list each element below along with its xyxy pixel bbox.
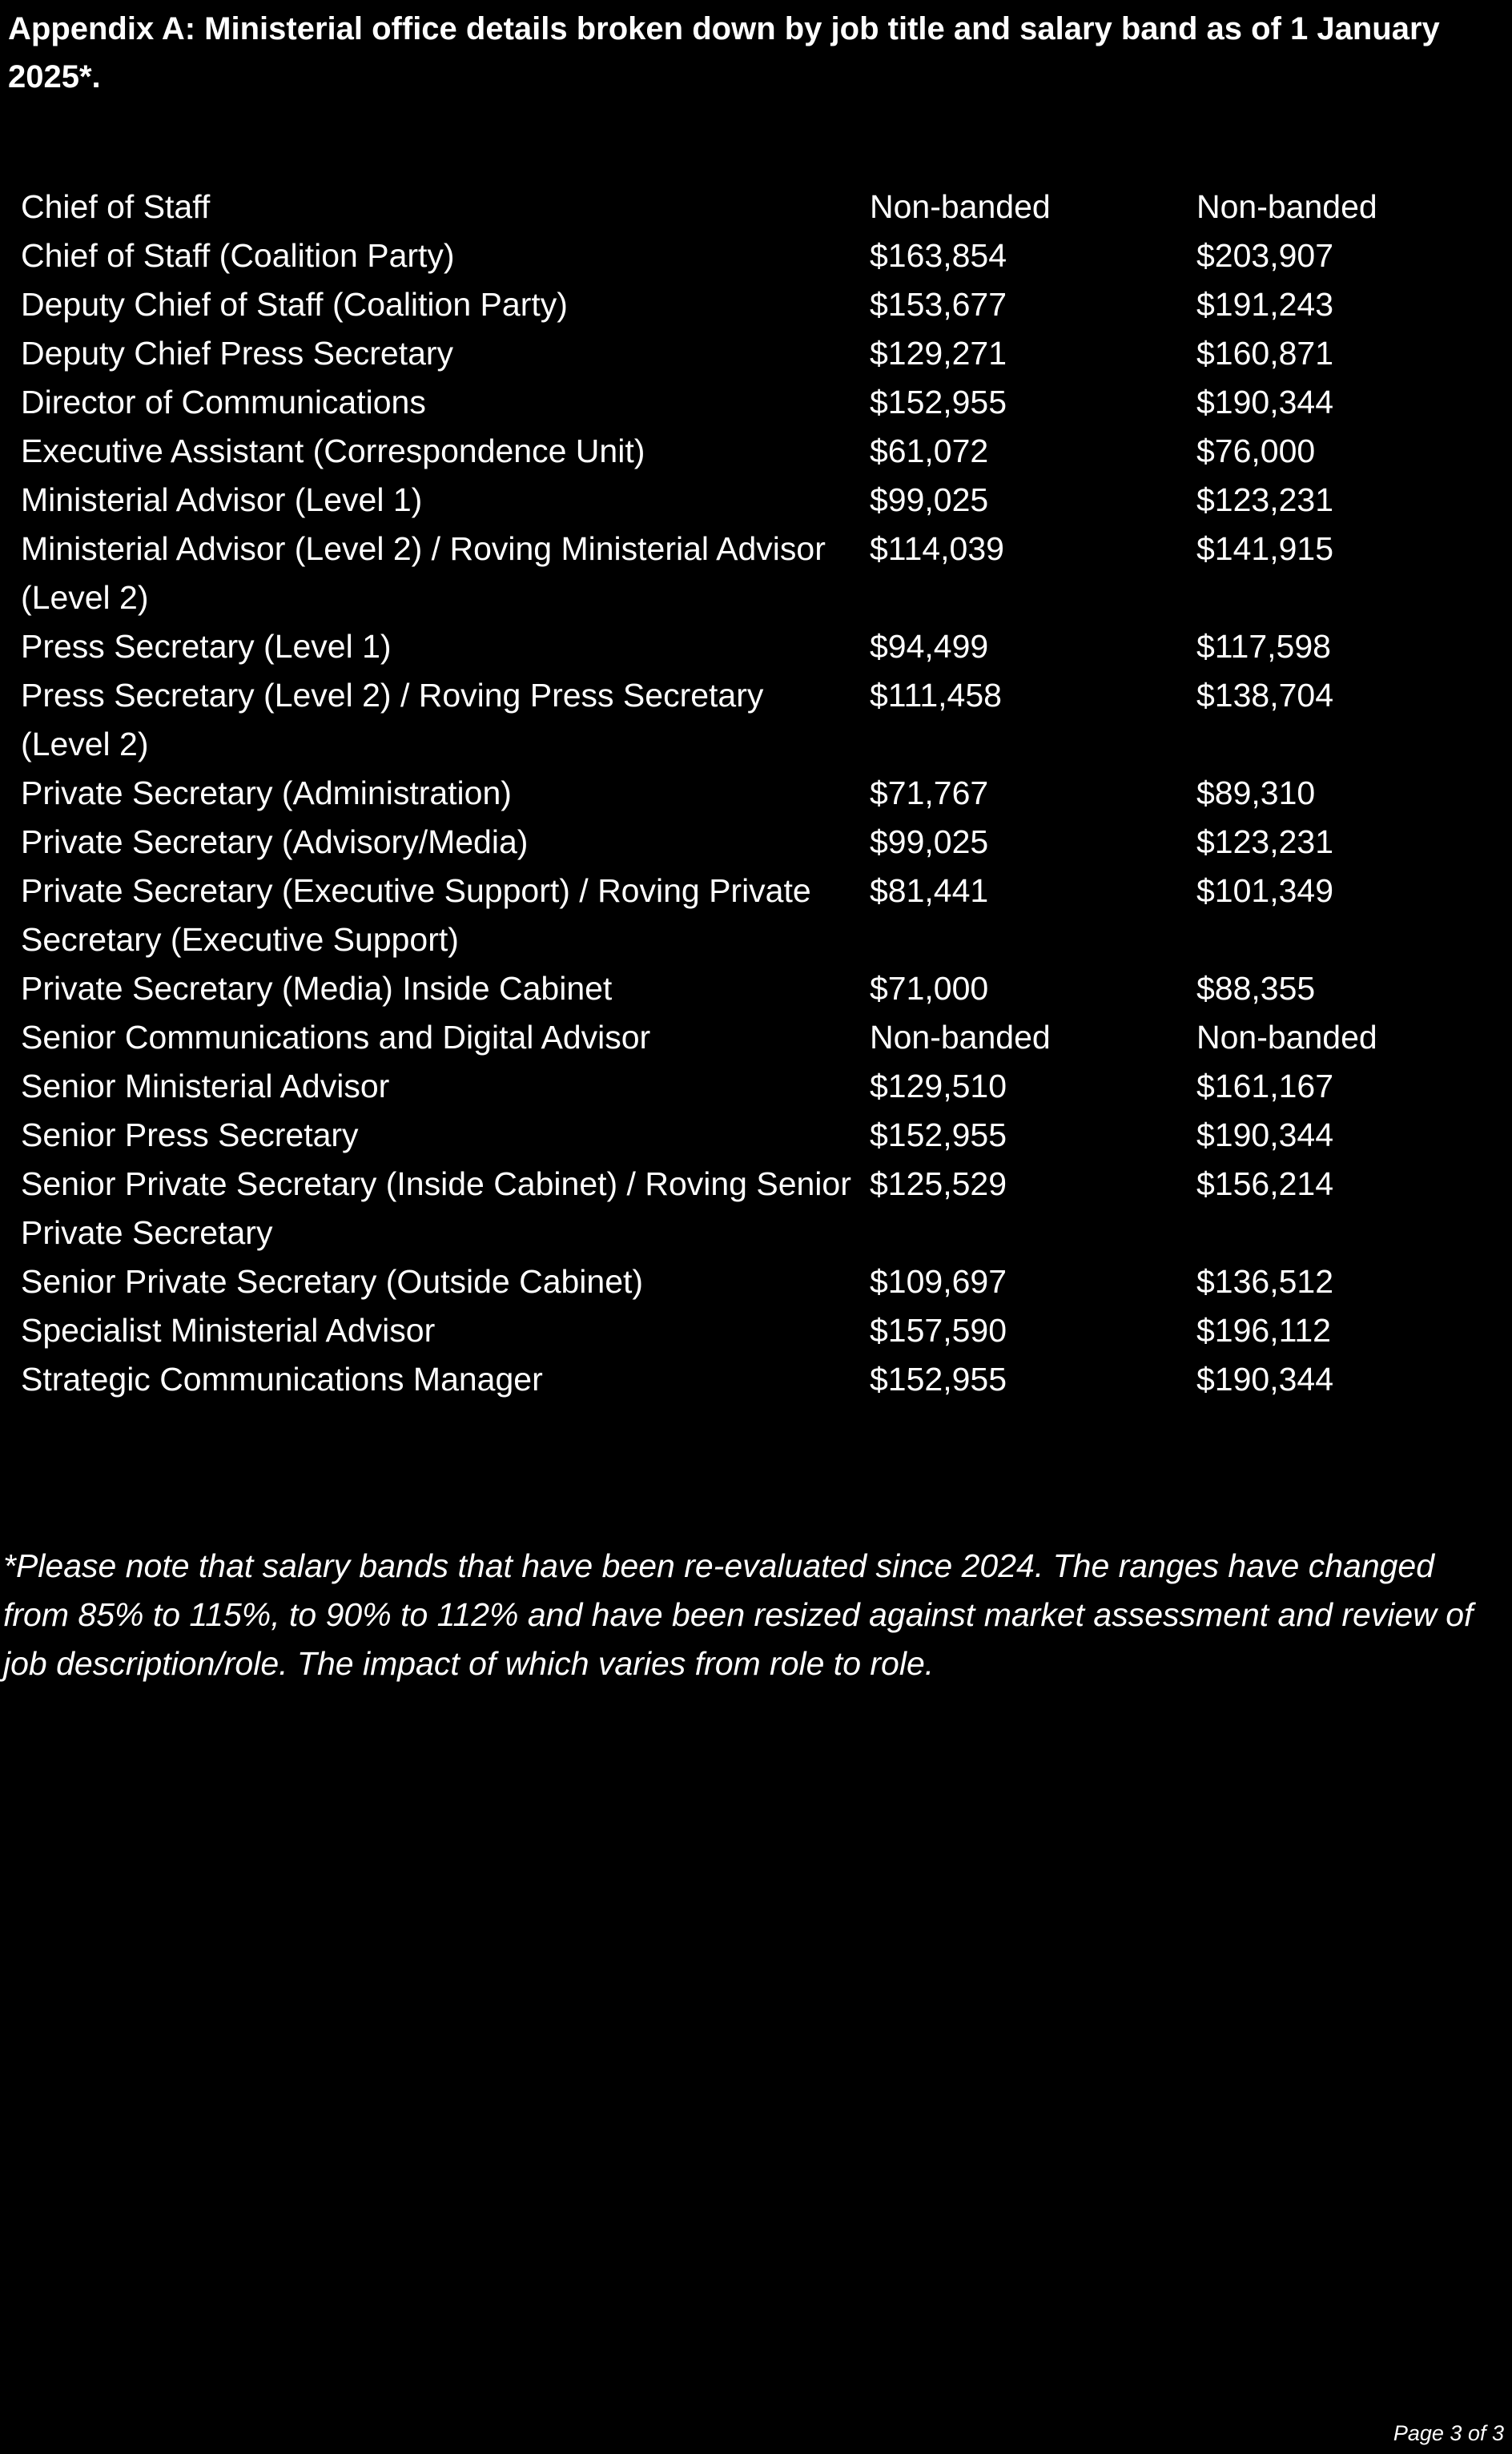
table-row (21, 1306, 1462, 1355)
job-title-cell: Press Secretary (Level 2) / Roving Press Secretary (Level 2) (21, 677, 764, 762)
job-title-cell: Senior Communications and Digital Advisor (21, 1019, 651, 1056)
job-title-cell: Senior Private Secretary (Outside Cabinet) (21, 1263, 644, 1300)
job-title-cell: Private Secretary (Administration) (21, 774, 512, 811)
salary-max-cell: $136,512 (1196, 1263, 1334, 1300)
salary-min-cell: $94,499 (870, 628, 989, 665)
table-row (21, 427, 1462, 476)
footnote: *Please note that salary bands that have been re-evaluated since 2024. The ranges have changed from 85% to 115%, to 90% to 112% and have been resized against market assessment and review of job description/role. The impact of which varies from role to role. (3, 1547, 1474, 1682)
salary-min-cell: $163,854 (870, 237, 1007, 274)
salary-max-cell: $161,167 (1196, 1068, 1334, 1104)
page-number: Page 3 of 3 (1393, 2421, 1504, 2445)
job-title-cell: Chief of Staff (21, 188, 211, 225)
salary-max-cell: $138,704 (1196, 677, 1334, 714)
salary-max-cell: $76,000 (1196, 432, 1316, 469)
salary-max-cell: $203,907 (1196, 237, 1334, 274)
job-title-cell: Ministerial Advisor (Level 1) (21, 481, 423, 518)
table-row (21, 1062, 1462, 1111)
job-title-cell: Press Secretary (Level 1) (21, 628, 392, 665)
page-heading: Appendix A: Ministerial office details broken down by job title and salary band as of 1 January 2025*. (8, 11, 1440, 95)
salary-min-cell: $157,590 (870, 1312, 1007, 1349)
job-title-cell: Strategic Communications Manager (21, 1361, 543, 1398)
salary-max-cell: Non-banded (1196, 188, 1377, 225)
table-row (21, 1160, 1462, 1257)
table-row (21, 476, 1462, 525)
table-row (21, 769, 1462, 818)
table-row (21, 329, 1462, 378)
job-title-cell: Private Secretary (Media) Inside Cabinet (21, 970, 613, 1007)
table-row (21, 867, 1462, 964)
job-title-cell: Specialist Ministerial Advisor (21, 1312, 436, 1349)
table-row (21, 622, 1462, 671)
job-title-cell: Ministerial Advisor (Level 2) / Roving Ministerial Advisor (Level 2) (21, 530, 826, 616)
salary-min-cell: $153,677 (870, 286, 1007, 323)
salary-table-body (21, 183, 1462, 1404)
salary-max-cell: $89,310 (1196, 774, 1316, 811)
table-row (21, 964, 1462, 1013)
salary-min-cell: $114,039 (870, 530, 1004, 567)
salary-min-cell: $71,000 (870, 970, 989, 1007)
salary-max-cell: $196,112 (1196, 1312, 1331, 1349)
salary-max-cell: $117,598 (1196, 628, 1331, 665)
salary-max-cell: $141,915 (1196, 530, 1334, 567)
salary-max-cell: $101,349 (1196, 872, 1334, 909)
job-title-cell: Private Secretary (Executive Support) / Roving Private Secretary (Executive Support) (21, 872, 811, 958)
salary-max-cell: $190,344 (1196, 1116, 1334, 1153)
salary-min-cell: $99,025 (870, 823, 989, 860)
table-row (21, 671, 1462, 769)
salary-max-cell: $160,871 (1196, 335, 1334, 372)
table-row (21, 1257, 1462, 1306)
salary-min-cell: $111,458 (870, 677, 1002, 714)
job-title-cell: Senior Ministerial Advisor (21, 1068, 390, 1104)
salary-min-cell: $152,955 (870, 1116, 1007, 1153)
job-title-cell: Deputy Chief of Staff (Coalition Party) (21, 286, 568, 323)
table-row (21, 1111, 1462, 1160)
salary-max-cell: $123,231 (1196, 481, 1334, 518)
salary-max-cell: $88,355 (1196, 970, 1316, 1007)
salary-min-cell: $152,955 (870, 384, 1007, 420)
salary-max-cell: Non-banded (1196, 1019, 1377, 1056)
job-title-cell: Chief of Staff (Coalition Party) (21, 237, 455, 274)
salary-min-cell: $129,510 (870, 1068, 1007, 1104)
job-title-cell: Deputy Chief Press Secretary (21, 335, 454, 372)
table-row (21, 183, 1462, 231)
salary-min-cell: $125,529 (870, 1165, 1007, 1202)
salary-min-cell: Non-banded (870, 1019, 1051, 1056)
salary-band-table (21, 183, 1462, 1404)
salary-min-cell: $109,697 (870, 1263, 1007, 1300)
salary-min-cell: $129,271 (870, 335, 1007, 372)
job-title-cell: Senior Private Secretary (Inside Cabinet) / Roving Senior Private Secretary (21, 1165, 851, 1251)
salary-max-cell: $123,231 (1196, 823, 1334, 860)
job-title-cell: Private Secretary (Advisory/Media) (21, 823, 529, 860)
table-row (21, 1355, 1462, 1404)
table-row (21, 378, 1462, 427)
salary-min-cell: $99,025 (870, 481, 989, 518)
job-title-cell: Senior Press Secretary (21, 1116, 359, 1153)
table-row (21, 231, 1462, 280)
job-title-cell: Executive Assistant (Correspondence Unit) (21, 432, 645, 469)
salary-min-cell: $152,955 (870, 1361, 1007, 1398)
table-row (21, 818, 1462, 867)
table-row (21, 1013, 1462, 1062)
salary-max-cell: $156,214 (1196, 1165, 1334, 1202)
salary-min-cell: $81,441 (870, 872, 989, 909)
salary-min-cell: $61,072 (870, 432, 989, 469)
salary-max-cell: $190,344 (1196, 384, 1334, 420)
salary-max-cell: $191,243 (1196, 286, 1334, 323)
salary-max-cell: $190,344 (1196, 1361, 1334, 1398)
salary-min-cell: $71,767 (870, 774, 989, 811)
table-row (21, 525, 1462, 622)
job-title-cell: Director of Communications (21, 384, 426, 420)
salary-min-cell: Non-banded (870, 188, 1051, 225)
table-row (21, 280, 1462, 329)
